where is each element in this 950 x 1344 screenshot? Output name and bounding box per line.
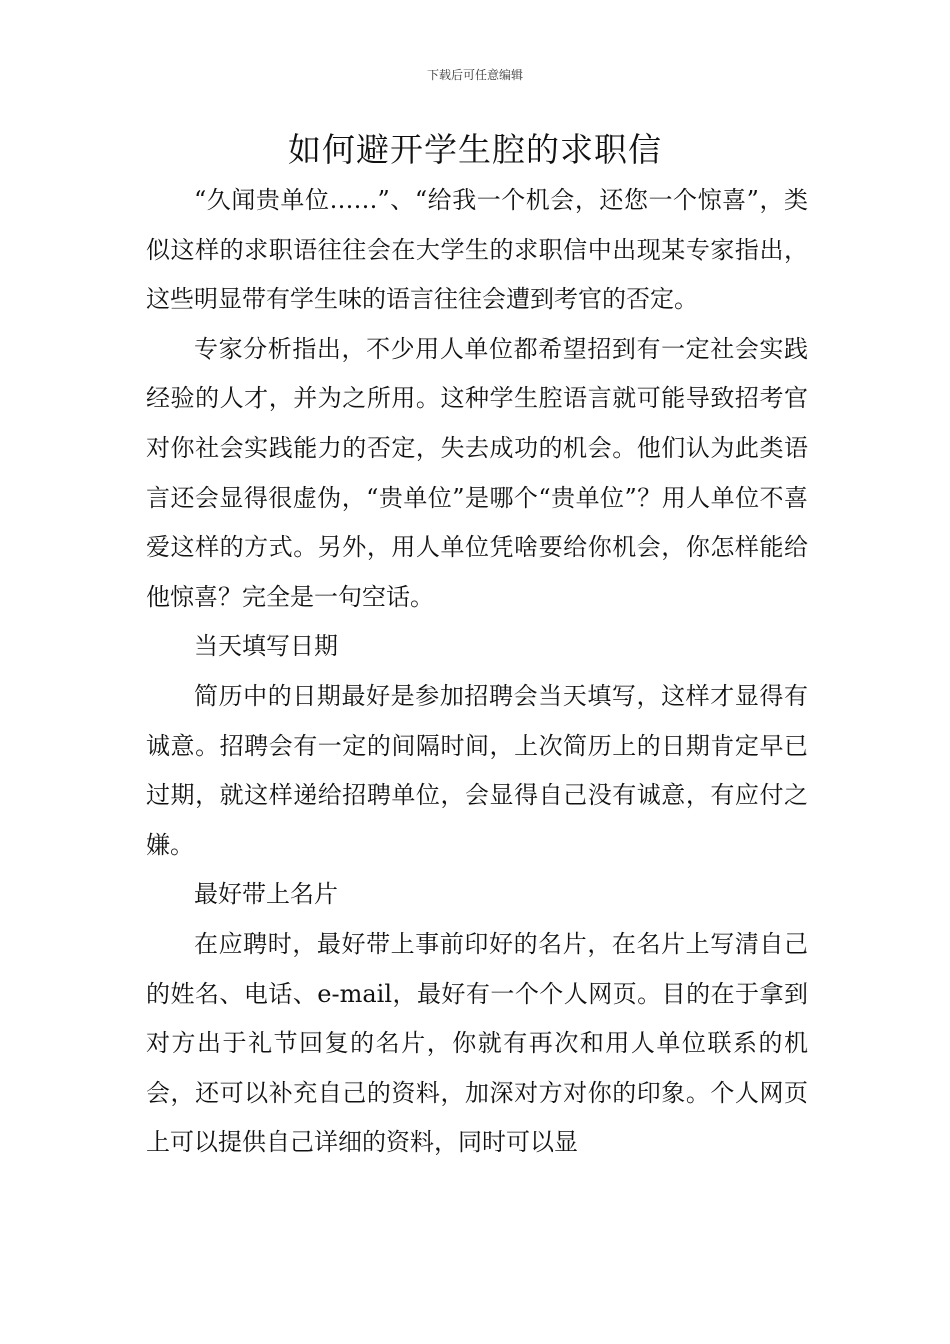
header-note: 下载后可任意编辑	[426, 68, 523, 82]
document-body	[146, 176, 808, 1168]
paragraph-analysis: 专家分析指出，不少用人单位都希望招到有一定社会实践经验的人才，并为之所用。这种学生腔语言就可能导致招考官对你社会实践能力的否定，失去成功的机会。他们认为此类语言还会显得很虚伪，“贵单位”是哪个“贵单位”？用人单位不喜爱这样的方式。另外，用人单位凭啥要给你机会，你怎样能给他惊喜？完全是一句空话。	[146, 334, 808, 611]
document-title: 如何避开学生腔的求职信	[288, 130, 662, 169]
paragraph-date: 简历中的日期最好是参加招聘会当天填写，这样才显得有诚意。招聘会有一定的间隔时间，上次简历上的日期肯定早已过期，就这样递给招聘单位，会显得自己没有诚意，有应付之嫌。	[146, 681, 808, 859]
subheading-card: 最好带上名片	[194, 880, 338, 909]
subheading-date: 当天填写日期	[194, 632, 338, 661]
paragraph-card: 在应聘时，最好带上事前印好的名片，在名片上写清自己的姓名、电话、e-mail，最好有一个个人网页。目的在于拿到对方出于礼节回复的名片，你就有再次和用人单位联系的机会，还可以补充自己的资料，加深对方对你的印象。个人网页上可以提供自己详细的资料，同时可以显	[146, 929, 808, 1157]
paragraph-intro: “久闻贵单位……”、“给我一个机会，还您一个惊喜”，类似这样的求职语往往会在大学生的求职信中出现某专家指出，这些明显带有学生味的语言往往会遭到考官的否定。	[146, 186, 808, 314]
